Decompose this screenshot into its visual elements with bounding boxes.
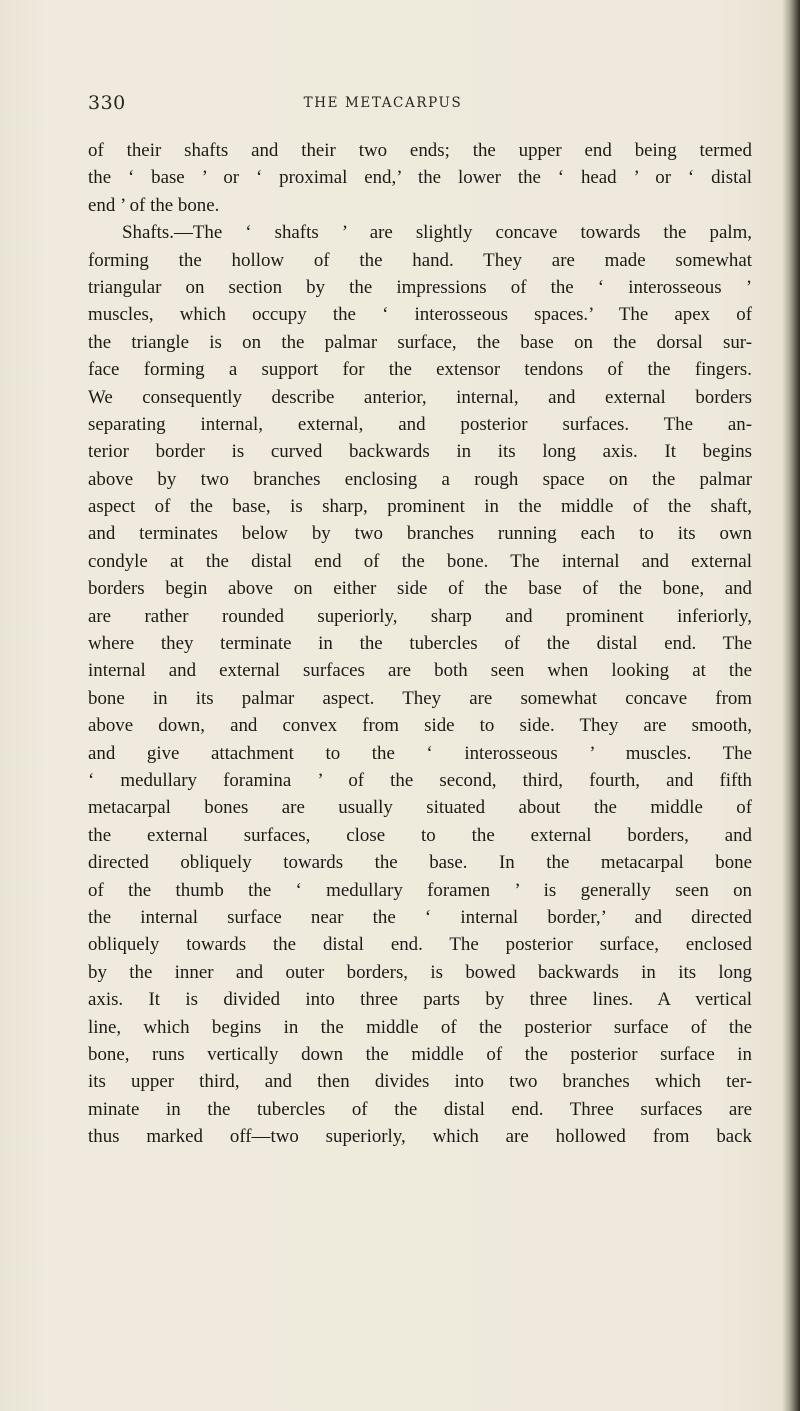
text-line: of their shafts and their two ends; the upper end being termed [88, 140, 752, 161]
text-line: muscles, which occupy the ‘ interosseous spaces.’ The apex of [88, 304, 752, 326]
text-line: Shafts.—The ‘ shafts ’ are slightly concave towards the palm, [122, 222, 752, 244]
running-head [88, 92, 738, 118]
page-edge-shadow [782, 0, 800, 1411]
text-line: line, which begins in the middle of the posterior surface of the [88, 1016, 752, 1038]
text-line: borders begin above on either side of the base of the bone, and [88, 578, 752, 600]
text-line: end ’ of the bone. [88, 194, 220, 216]
text-line: face forming a support for the extensor tendons of the fingers. [88, 359, 752, 381]
text-line: thus marked off—two superiorly, which are hollowed from back [88, 1126, 752, 1148]
text-line: directed obliquely towards the base. In the metacarpal bone [88, 852, 752, 874]
text-line: internal and external surfaces are both seen when looking at the [88, 660, 752, 682]
text-line: axis. It is divided into three parts by three lines. A vertical [88, 989, 752, 1011]
text-line: terior border is curved backwards in its long axis. It begins [88, 441, 752, 463]
text-line: its upper third, and then divides into two branches which ter- [88, 1071, 752, 1093]
text-line: above down, and convex from side to side. They are smooth, [88, 715, 752, 737]
text-line: of the thumb the ‘ medullary foramen ’ is generally seen on [88, 879, 752, 901]
text-line: and terminates below by two branches running each to its own [88, 523, 752, 545]
text-line: obliquely towards the distal end. The posterior surface, enclosed [88, 934, 752, 956]
running-title: THE METACARPUS [303, 95, 463, 111]
text-line: metacarpal bones are usually situated about the middle of [88, 797, 752, 819]
text-line: are rather rounded superiorly, sharp and prominent inferiorly, [88, 605, 752, 627]
text-line: the internal surface near the ‘ internal border,’ and directed [88, 906, 752, 928]
text-line: condyle at the distal end of the bone. The internal and external [88, 550, 752, 572]
text-line: where they terminate in the tubercles of the distal end. The [88, 633, 752, 655]
text-line: bone, runs vertically down the middle of the posterior surface in [88, 1043, 752, 1065]
text-line: the ‘ base ’ or ‘ proximal end,’ the lower the ‘ head ’ or ‘ distal [88, 167, 752, 189]
text-line: aspect of the base, is sharp, prominent in the middle of the shaft, [88, 496, 752, 518]
page-number: 330 [88, 92, 126, 114]
text-line: separating internal, external, and posterior surfaces. The an- [88, 413, 752, 435]
text-line: by the inner and outer borders, is bowed backwards in its long [88, 961, 752, 983]
text-line: We consequently describe anterior, internal, and external borders [88, 386, 752, 408]
text-line: minate in the tubercles of the distal end. Three surfaces are [88, 1098, 752, 1120]
text-line: triangular on section by the impressions of the ‘ interosseous ’ [88, 276, 752, 298]
text-line: forming the hollow of the hand. They are made somewhat [88, 249, 752, 271]
text-line: bone in its palmar aspect. They are somewhat concave from [88, 687, 752, 709]
text-line: ‘ medullary foramina ’ of the second, third, fourth, and fifth [88, 769, 752, 791]
text-line: the external surfaces, close to the external borders, and [88, 824, 752, 846]
body-text [88, 137, 752, 1150]
text-line: above by two branches enclosing a rough space on the palmar [88, 468, 752, 490]
text-line: and give attachment to the ‘ interosseous ’ muscles. The [88, 742, 752, 764]
text-line: the triangle is on the palmar surface, the base on the dorsal sur- [88, 331, 752, 353]
